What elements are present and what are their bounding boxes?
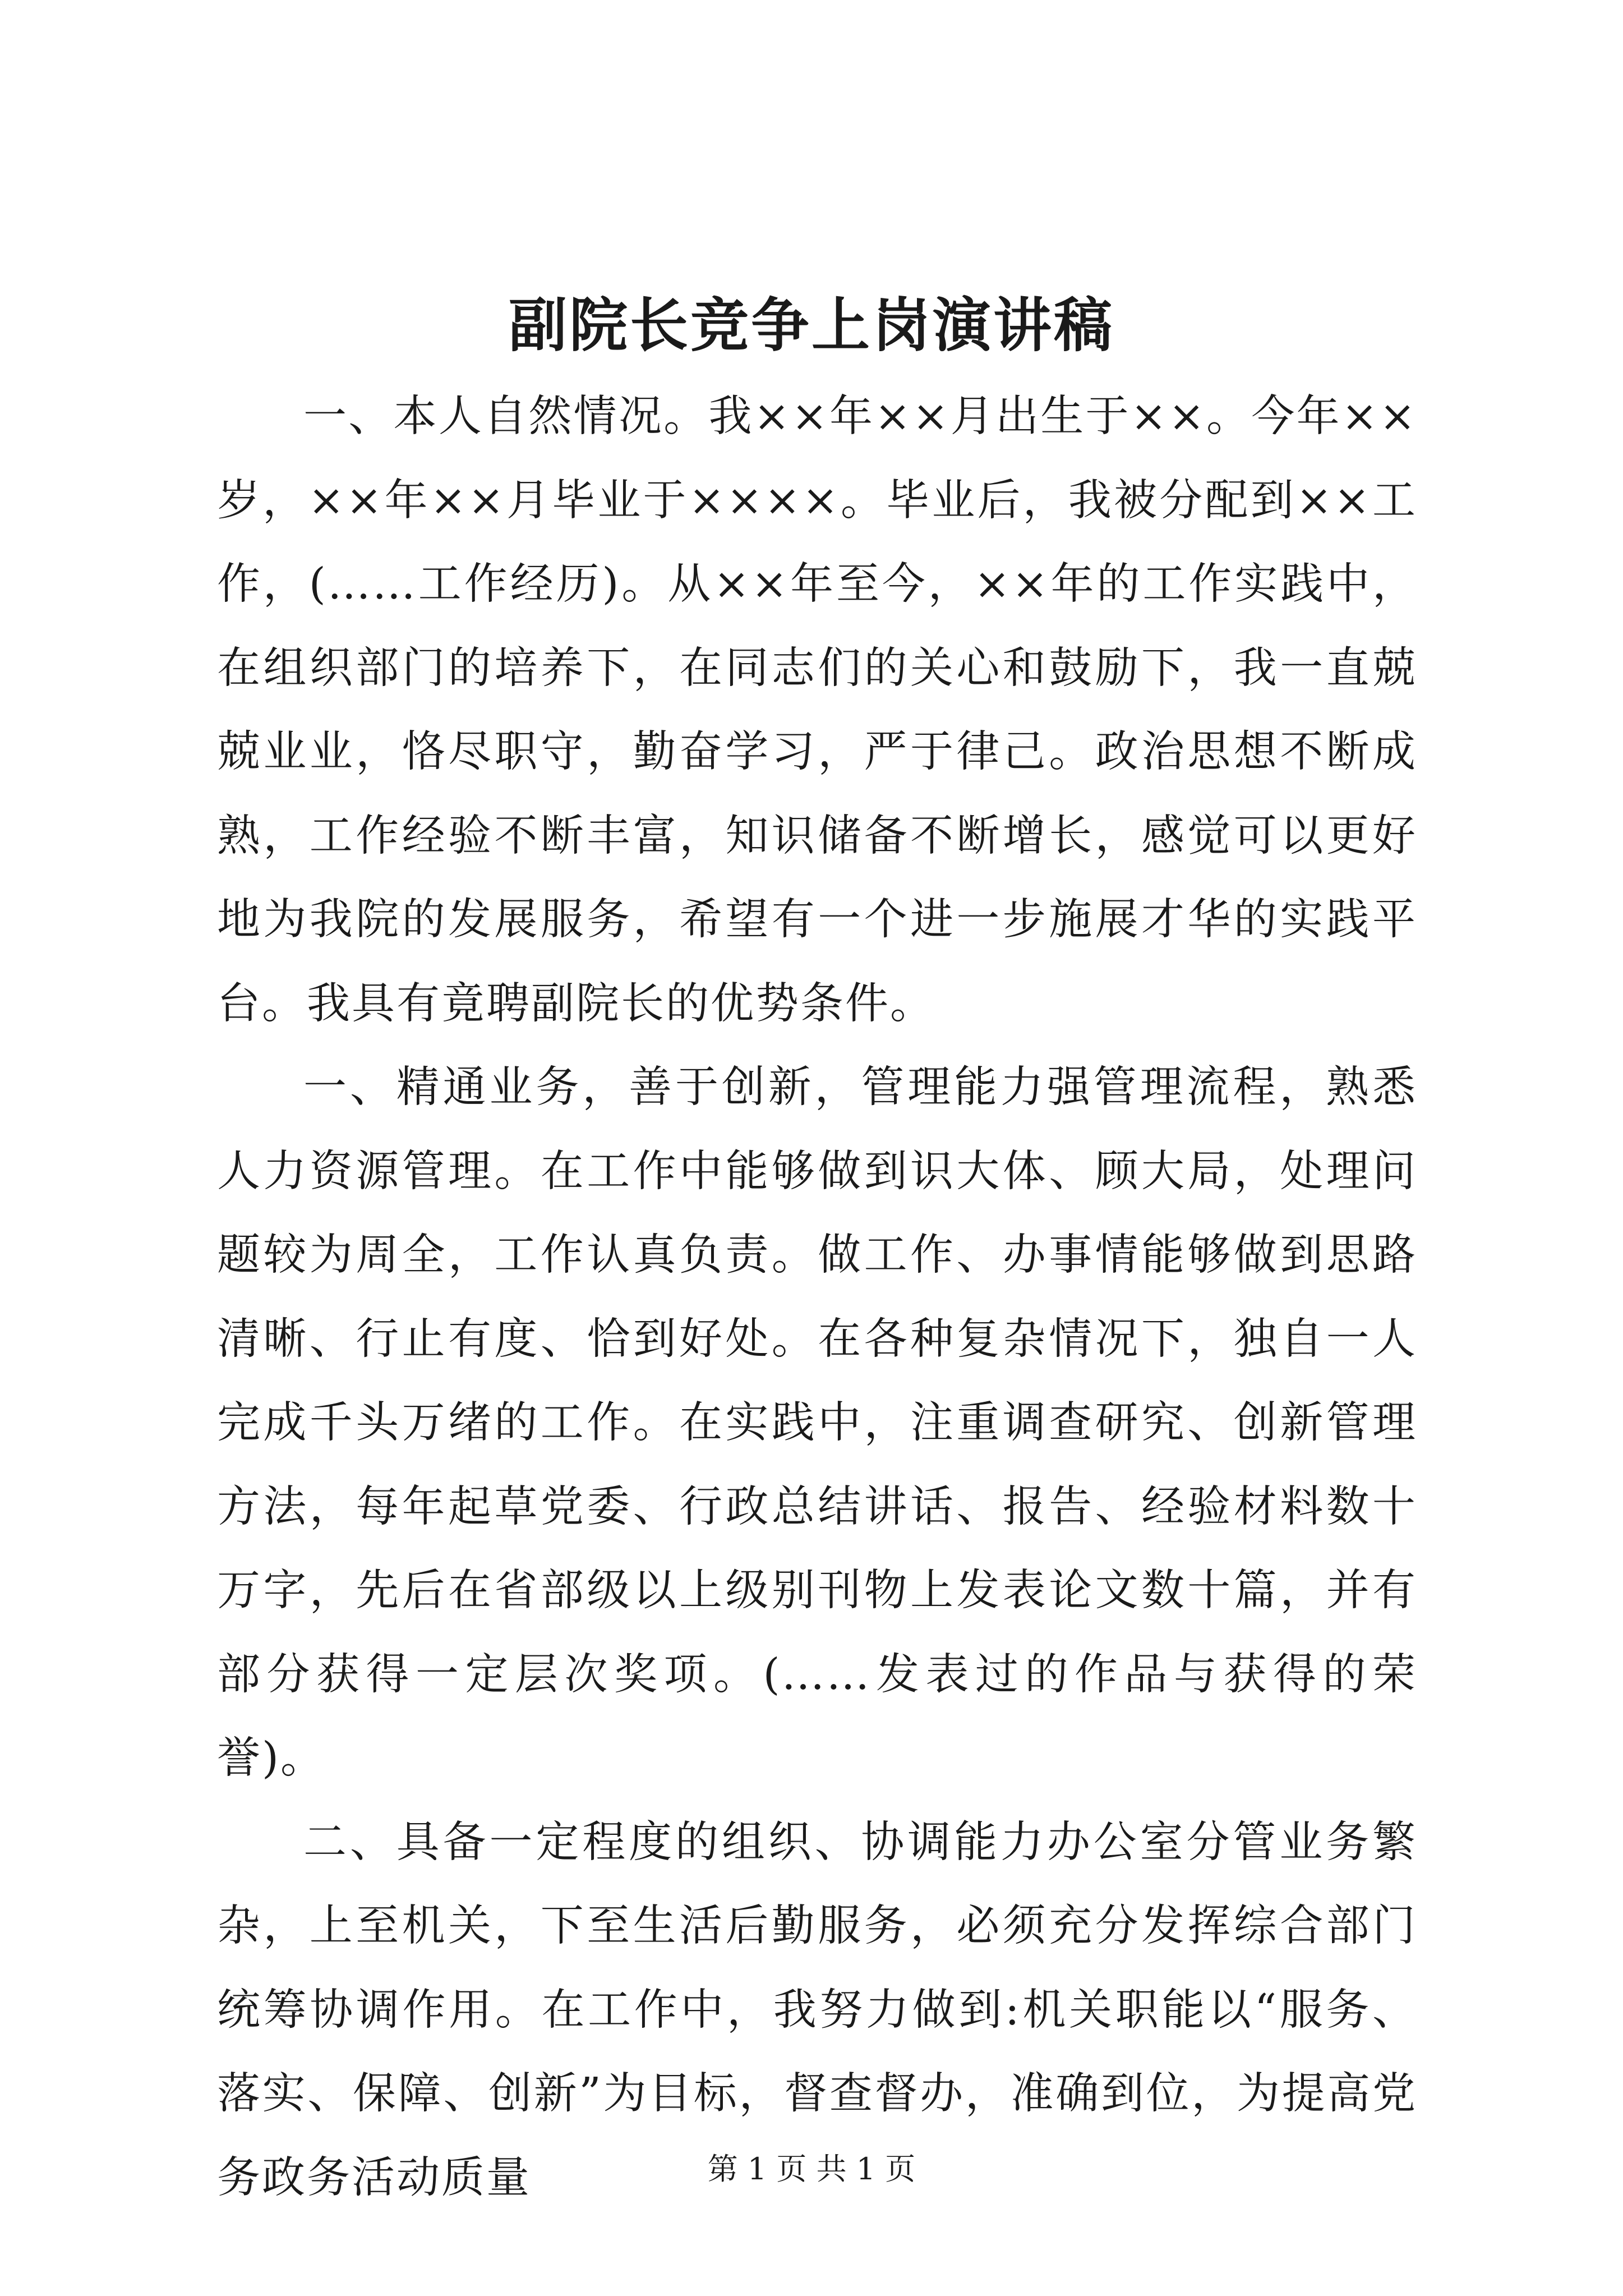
paragraph-coordination-skills: 二、具备一定程度的组织、协调能力办公室分管业务繁杂，上至机关，下至生活后勤服务，必须充分发挥综合部门统筹协调作用。在工作中，我努力做到:机关职能以“服务、落实、保障、创新”为目标，督查督办，准确到位，为提高党务政务活动质量 xyxy=(217,1817,1417,2203)
page-number-footer: 第 1 页 共 1 页 xyxy=(707,2151,916,2187)
paragraph-personal-info: 一、本人自然情况。我××年××月出生于××。今年××岁，××年××月毕业于××××。毕业后，我被分配到××工作，(……工作经历)。从××年至今，××年的工作实践中，在组织部门的培养下，在同志们的关心和鼓励下，我一直兢兢业业，恪尽职守，勤奋学习，严于律己。政治思想不断成熟，工作经验不断丰富，知识储备不断增长，感觉可以更好地为我院的发展服务，希望有一个进一步施展才华的实践平台。我具有竟聘副院长的优势条件。 xyxy=(217,392,1417,1029)
paragraph-business-skills: 一、精通业务，善于创新，管理能力强管理流程，熟悉人力资源管理。在工作中能够做到识大体、顾大局，处理问题较为周全，工作认真负责。做工作、办事情能够做到思路清晰、行止有度、恰到好处。在各种复杂情况下，独自一人完成千头万绪的工作。在实践中，注重调查研究、创新管理方法，每年起草党委、行政总结讲话、报告、经验材料数十万字，先后在省部级以上级别刊物上发表论文数十篇，并有部分获得一定层次奖项。(……发表过的作品与获得的荣誉)。 xyxy=(217,1062,1417,1783)
document-body xyxy=(217,375,1417,2220)
document-title: 副院长竞争上岗演讲稿 xyxy=(508,291,1114,360)
